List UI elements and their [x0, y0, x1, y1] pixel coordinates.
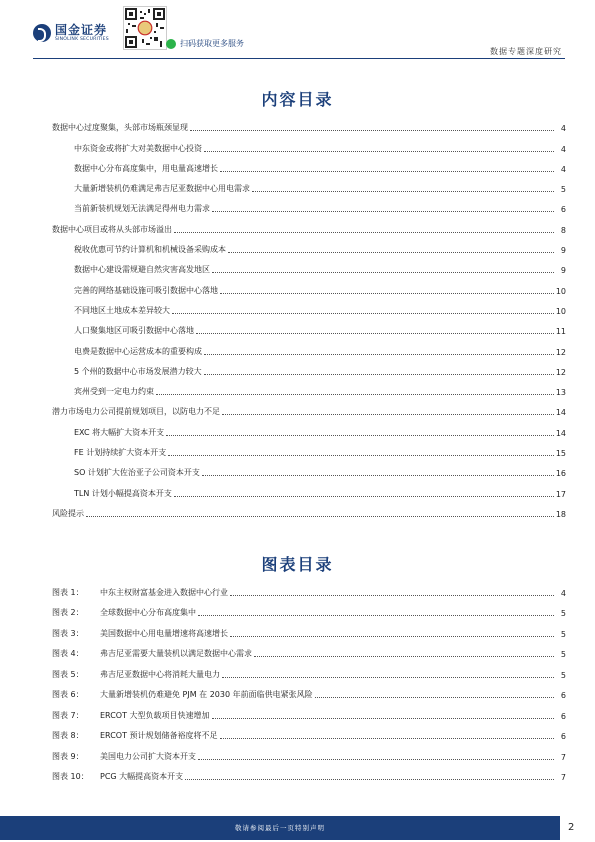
figure-entry-label: ERCOT 大型负载项目快速增加: [100, 710, 210, 720]
toc-entry[interactable]: [52, 400, 566, 420]
figure-leader-dots: [185, 778, 554, 780]
figure-entry[interactable]: [52, 744, 566, 765]
toc-entry-label: 人口聚集地区可吸引数据中心落地: [74, 326, 194, 336]
toc-entry-page: 9: [560, 246, 566, 256]
figure-entry-label: 弗吉尼亚数据中心将消耗大量电力: [100, 669, 220, 679]
figure-entry[interactable]: [52, 662, 566, 683]
toc-entry-page: 4: [560, 164, 566, 174]
figure-entry-number: 图表 7：: [52, 710, 84, 720]
toc-entry-page: 12: [555, 367, 566, 377]
toc-entry-page: 10: [555, 286, 566, 296]
toc-entry-label: 5 个州的数据中心市场发展潜力较大: [74, 366, 202, 376]
figure-entry-page: 7: [560, 773, 566, 782]
figure-entry-page: 4: [560, 588, 566, 598]
toc-entry-label: 数据中心项目或将从头部市场溢出: [52, 224, 172, 234]
toc-entry[interactable]: [52, 502, 566, 522]
toc-entry-page: 6: [560, 205, 566, 215]
toc-entry[interactable]: [52, 136, 566, 156]
toc-entry[interactable]: [52, 238, 566, 258]
toc-entry-label: 数据中心分布高度集中，用电量高速增长: [74, 163, 218, 173]
toc-entry-page: 10: [555, 306, 566, 316]
figure-leader-dots: [222, 676, 554, 678]
toc-entry-page: 4: [560, 124, 566, 134]
toc-entry-page: 4: [560, 144, 566, 154]
toc-entry-page: 9: [560, 266, 566, 276]
toc-entry-page: 14: [555, 428, 566, 438]
company-logo: [33, 24, 109, 43]
contents-title: 内容目录: [261, 90, 334, 109]
toc-entry-label: TLN 计划小幅提高资本开支: [74, 488, 172, 498]
toc-entry-label: 数据中心建设需规避自然灾害高发地区: [74, 265, 210, 275]
table-of-contents: [52, 116, 566, 522]
toc-entry-label: 风险提示: [52, 508, 84, 518]
toc-entry[interactable]: [52, 278, 566, 298]
figure-entry-page: 6: [560, 691, 566, 700]
toc-entry-page: 16: [555, 469, 566, 479]
figure-entry[interactable]: [52, 724, 566, 745]
figure-entry-page: 6: [560, 711, 566, 721]
toc-leader-dots: [190, 129, 554, 131]
toc-leader-dots: [204, 150, 554, 152]
toc-leader-dots: [172, 312, 554, 314]
figure-entry-number: 图表 1：: [52, 587, 84, 597]
toc-entry-page: 8: [560, 225, 566, 235]
toc-entry-label: EXC 将大幅扩大资本开支: [74, 427, 165, 437]
toc-leader-dots: [202, 474, 554, 476]
toc-leader-dots: [86, 515, 554, 517]
page-footer: [0, 816, 595, 842]
toc-entry-label: 当前新装机规划无法满足得州电力需求: [74, 204, 210, 214]
toc-leader-dots: [228, 251, 554, 253]
figure-leader-dots: [315, 696, 554, 698]
toc-entry-page: 11: [555, 327, 566, 337]
toc-entry[interactable]: [52, 197, 566, 217]
toc-leader-dots: [156, 393, 554, 395]
scan-qr-text: 扫码获取更多服务: [180, 39, 244, 48]
toc-entry-label: FE 计划持续扩大资本开支: [74, 448, 167, 458]
figure-entry-label: 美国数据中心用电量增速将高速增长: [100, 628, 228, 638]
figure-entry[interactable]: [52, 703, 566, 724]
toc-entry-label: SO 计划扩大佐治亚子公司资本开支: [74, 468, 200, 478]
toc-entry[interactable]: [52, 258, 566, 278]
toc-entry-label: 完善的网络基础设施可吸引数据中心落地: [74, 285, 218, 295]
disclaimer-notice: 敬请参阅最后一页特别声明: [235, 824, 325, 832]
figure-entry[interactable]: [52, 683, 566, 704]
figure-entry-label: 全球数据中心分布高度集中: [100, 608, 196, 617]
figure-entry-number: 图表 8：: [52, 731, 84, 740]
figure-entry-label: 弗吉尼亚需要大量装机以满足数据中心需求: [100, 649, 252, 658]
toc-entry-page: 14: [555, 408, 566, 418]
figure-entry-number: 图表 2：: [52, 608, 84, 617]
toc-leader-dots: [252, 190, 554, 192]
toc-leader-dots: [204, 353, 554, 355]
toc-entry-label: 中东资金或将扩大对美数据中心投资: [74, 143, 202, 153]
toc-entry-page: 5: [560, 185, 566, 195]
document-type-label: 数据专题深度研究: [490, 47, 562, 56]
figure-entry-page: 5: [560, 629, 566, 639]
figure-entry-number: 图表 4：: [52, 649, 84, 658]
logo-chinese-name: 国金证券: [55, 23, 108, 37]
wechat-icon: [166, 39, 176, 49]
toc-leader-dots: [212, 210, 554, 212]
toc-entry-label: 潜力市场电力公司提前规划项目，以防电力不足: [52, 407, 220, 417]
toc-entry[interactable]: [52, 217, 566, 237]
figure-leader-dots: [198, 758, 554, 760]
toc-entry-label: 不同地区土地成本差异较大: [74, 305, 170, 315]
figure-entry-number: 图表 10：: [52, 772, 89, 781]
figure-entry-page: 5: [560, 670, 566, 680]
toc-entry[interactable]: [52, 177, 566, 197]
page-number: 2: [568, 822, 575, 833]
toc-entry-page: 17: [555, 489, 566, 499]
toc-entry[interactable]: [52, 319, 566, 339]
figures-title: 图表目录: [261, 555, 334, 574]
toc-leader-dots: [212, 271, 554, 273]
toc-entry[interactable]: [52, 461, 566, 481]
toc-entry[interactable]: [52, 116, 566, 136]
list-of-figures: [52, 580, 566, 785]
figure-entry-label: PCG 大幅提高资本开支: [100, 772, 184, 781]
logo-english-name: SINOLINK SECURITIES: [55, 37, 109, 42]
toc-leader-dots: [222, 413, 554, 415]
figure-entry-number: 图表 9：: [52, 751, 84, 761]
toc-entry-label: 税收优惠可节约计算机和机械设备采购成本: [74, 245, 226, 255]
toc-entry-page: 12: [555, 347, 566, 357]
header-divider: [33, 58, 565, 59]
toc-leader-dots: [196, 332, 554, 334]
toc-entry[interactable]: [52, 299, 566, 319]
toc-entry-page: 15: [555, 449, 566, 459]
toc-entry-page: 13: [555, 388, 566, 398]
toc-entry[interactable]: [52, 481, 566, 501]
toc-entry-label: 数据中心过度聚集，头部市场瓶颈显现: [52, 123, 188, 133]
toc-entry-label: 宾州受到一定电力约束: [74, 387, 154, 397]
figure-leader-dots: [220, 737, 554, 739]
toc-entry[interactable]: [52, 380, 566, 400]
toc-leader-dots: [168, 454, 554, 456]
qr-code-icon[interactable]: [123, 6, 167, 50]
figure-entry-page: 7: [560, 752, 566, 762]
toc-leader-dots: [204, 373, 554, 375]
figure-entry[interactable]: [52, 642, 566, 663]
toc-entry[interactable]: [52, 339, 566, 359]
figure-entry[interactable]: [52, 765, 566, 786]
figure-entry-number: 图表 6：: [52, 690, 84, 699]
logo-mark-icon: [33, 24, 51, 42]
toc-leader-dots: [166, 434, 554, 436]
figure-entry[interactable]: [52, 580, 566, 601]
figure-leader-dots: [198, 614, 554, 616]
figure-entry-page: 5: [560, 609, 566, 618]
figure-entry[interactable]: [52, 621, 566, 642]
toc-leader-dots: [220, 292, 554, 294]
figure-entry-label: 美国电力公司扩大资本开支: [100, 751, 196, 761]
toc-entry[interactable]: [52, 441, 566, 461]
figure-entry[interactable]: [52, 601, 566, 622]
toc-entry[interactable]: [52, 420, 566, 440]
toc-entry[interactable]: [52, 360, 566, 380]
figure-leader-dots: [230, 594, 554, 596]
figure-entry-label: 大量新增装机仍难避免 PJM 在 2030 年前面临供电紧张风险: [100, 690, 313, 699]
toc-leader-dots: [220, 170, 554, 172]
toc-entry[interactable]: [52, 157, 566, 177]
figure-entry-label: ERCOT 预计规划储备裕度将不足: [100, 731, 218, 740]
toc-entry-label: 电费是数据中心运营成本的重要构成: [74, 346, 202, 356]
figure-entry-page: 5: [560, 650, 566, 659]
page-header: [0, 0, 595, 64]
toc-leader-dots: [174, 495, 554, 497]
figure-entry-label: 中东主权财富基金进入数据中心行业: [100, 587, 228, 597]
figure-entry-number: 图表 3：: [52, 628, 84, 638]
figure-entry-number: 图表 5：: [52, 669, 84, 679]
toc-entry-label: 大量新增装机仍难满足弗吉尼亚数据中心用电需求: [74, 184, 250, 194]
figure-leader-dots: [212, 717, 554, 719]
figure-entry-page: 6: [560, 732, 566, 741]
figure-leader-dots: [254, 655, 554, 657]
figure-leader-dots: [230, 635, 554, 637]
toc-entry-page: 18: [555, 509, 566, 519]
toc-leader-dots: [174, 231, 554, 233]
